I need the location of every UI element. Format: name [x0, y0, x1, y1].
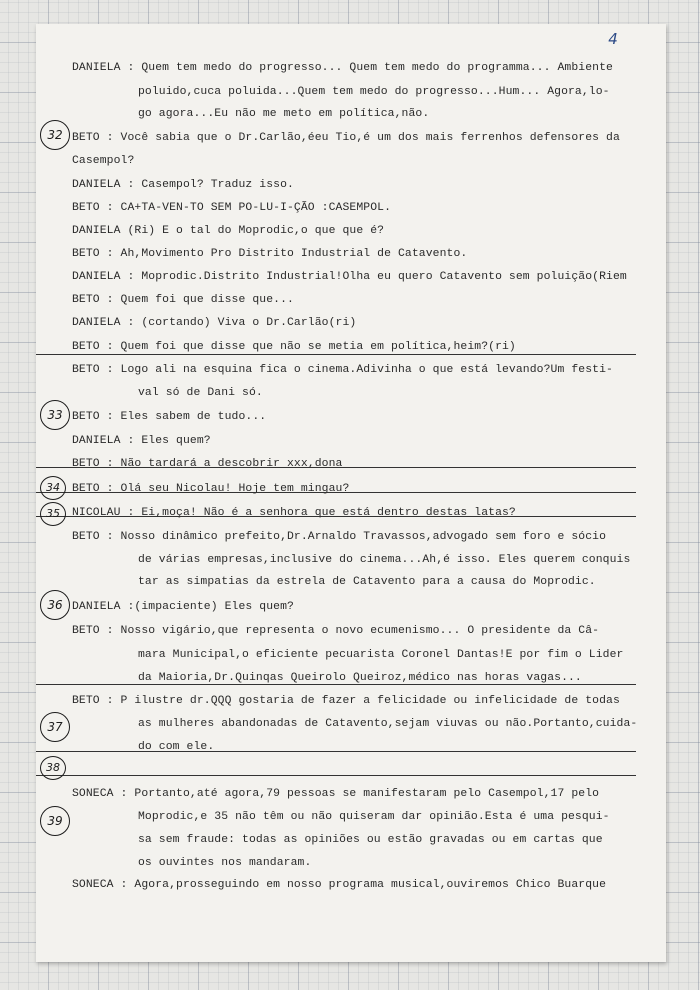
page-number: 4 — [608, 30, 618, 48]
scene-marker: 39 — [40, 806, 70, 836]
script-line: BETO : Eles sabem de tudo... — [72, 411, 267, 423]
script-line: da Maioria,Dr.Quinqas Queirolo Queiroz,médico nas horas vagas... — [138, 672, 582, 684]
scene-marker: 37 — [40, 712, 70, 742]
script-line: val só de Dani só. — [138, 387, 263, 399]
scene-divider — [36, 775, 636, 776]
scene-marker: 34 — [40, 476, 66, 500]
script-line: BETO : Logo ali na esquina fica o cinema.Adivinha o que está levando?Um festi- — [72, 364, 613, 376]
script-line: os ouvintes nos mandaram. — [138, 857, 312, 869]
scene-divider — [36, 467, 636, 468]
script-line: DANIELA : Casempol? Traduz isso. — [72, 179, 294, 191]
scene-marker: 38 — [40, 756, 66, 780]
scene-marker: 36 — [40, 590, 70, 620]
script-line: sa sem fraude: todas as opiniões ou estão gravadas ou em cartas que — [138, 834, 603, 846]
scene-divider — [36, 516, 636, 517]
scene-divider — [36, 354, 636, 355]
script-line: SONECA : Agora,prosseguindo em nosso programa musical,ouviremos Chico Buarque — [72, 879, 607, 891]
script-line: BETO : CA+TA-VEN-TO SEM PO-LU-I-ÇÃO :CASEMPOL. — [72, 202, 392, 214]
script-line: BETO : Nosso vigário,que representa o novo ecumenismo... O presidente da Câ- — [72, 625, 600, 637]
scene-divider — [36, 751, 636, 752]
script-line: DANIELA : Quem tem medo do progresso... Quem tem medo do programma... Ambiente — [72, 62, 613, 74]
script-line: tar as simpatias da estrela de Catavento para a causa do Moprodic. — [138, 576, 596, 588]
scene-divider — [36, 492, 636, 493]
script-line: Casempol? — [72, 155, 135, 167]
script-line: DANIELA :(impaciente) Eles quem? — [72, 601, 294, 613]
scene-marker: 32 — [40, 120, 70, 150]
script-line: BETO : Não tardará a descobrir xxx,dona — [72, 458, 343, 470]
scene-marker: 35 — [40, 502, 66, 526]
script-line: DANIELA : Eles quem? — [72, 435, 211, 447]
script-line: BETO : P ilustre dr.QQQ gostaria de fazer a felicidade ou infelicidade de todas — [72, 695, 620, 707]
script-line: SONECA : Portanto,até agora,79 pessoas se manifestaram pelo Casempol,17 pelo — [72, 788, 600, 800]
script-line: BETO : Você sabia que o Dr.Carlão,éeu Tio,é um dos mais ferrenhos defensores da — [72, 132, 620, 144]
script-line: mara Municipal,o eficiente pecuarista Coronel Dantas!E por fim o Lider — [138, 649, 624, 661]
script-line: BETO : Quem foi que disse que... — [72, 294, 294, 306]
script-line: de várias empresas,inclusive do cinema...Ah,é isso. Eles querem conquis — [138, 554, 631, 566]
script-line: Moprodic,e 35 não têm ou não quiseram dar opinião.Esta é uma pesqui- — [138, 811, 610, 823]
script-line: BETO : Quem foi que disse que não se metia em política,heim?(ri) — [72, 341, 516, 353]
scene-marker: 33 — [40, 400, 70, 430]
script-line: BETO : Ah,Movimento Pro Distrito Industrial de Catavento. — [72, 248, 468, 260]
script-line: DANIELA : (cortando) Viva o Dr.Carlão(ri) — [72, 317, 357, 329]
script-line: go agora...Eu não me meto em política,não. — [138, 108, 430, 120]
scene-divider — [36, 684, 636, 685]
script-line: poluido,cuca poluida...Quem tem medo do progresso...Hum... Agora,lo- — [138, 86, 610, 98]
script-line: as mulheres abandonadas de Catavento,sejam viuvas ou não.Portanto,cuida- — [138, 718, 638, 730]
script-line: DANIELA (Ri) E o tal do Moprodic,o que que é? — [72, 225, 385, 237]
script-line: do com ele. — [138, 741, 215, 753]
script-line: DANIELA : Moprodic.Distrito Industrial!Olha eu quero Catavento sem poluição(Riem — [72, 271, 627, 283]
script-line: NICOLAU : Ei,moça! Não é a senhora que está dentro destas latas? — [72, 507, 516, 519]
script-line: BETO : Olá seu Nicolau! Hoje tem mingau? — [72, 483, 350, 495]
script-line: BETO : Nosso dinâmico prefeito,Dr.Arnaldo Travassos,advogado sem foro e sócio — [72, 531, 607, 543]
